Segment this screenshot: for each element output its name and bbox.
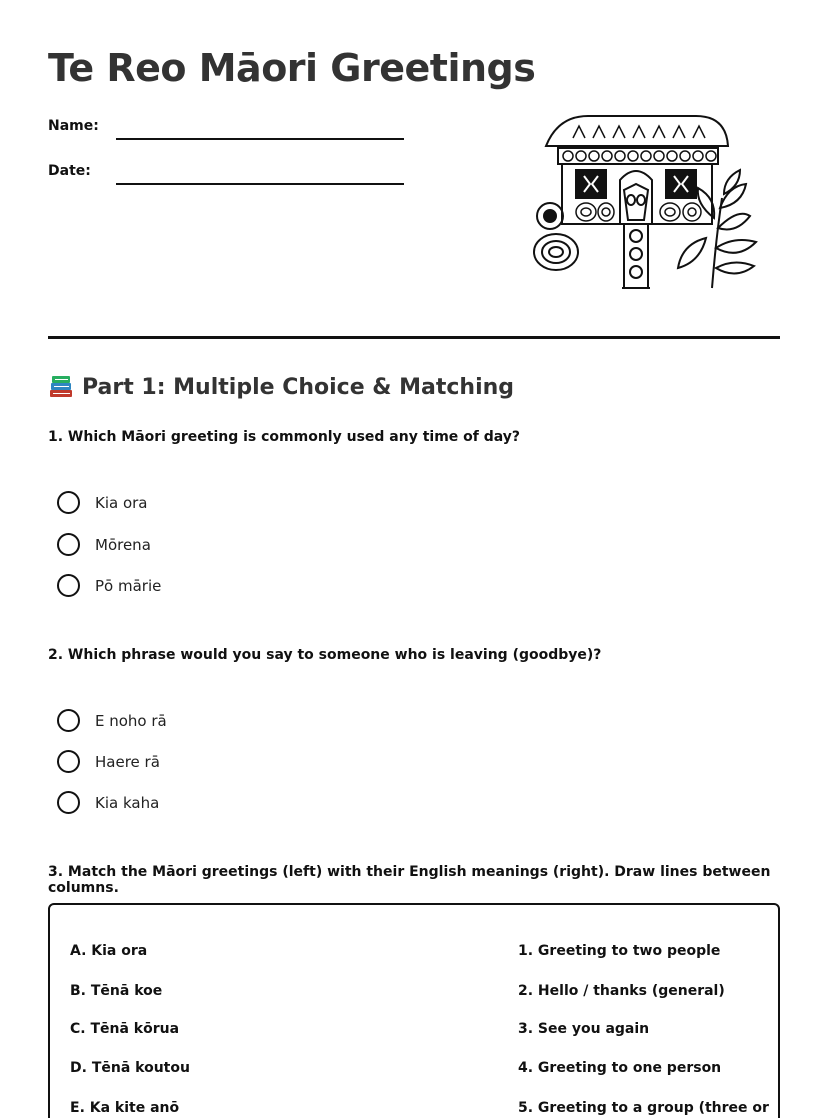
option-label: Pō mārie <box>95 576 162 595</box>
match-right-5[interactable]: 5. Greeting to a group (three or <box>518 1100 769 1116</box>
radio-button[interactable] <box>57 791 80 814</box>
page-title: Te Reo Māori Greetings <box>48 46 536 90</box>
match-right-1[interactable]: 1. Greeting to two people <box>518 943 721 959</box>
date-field[interactable] <box>116 183 404 185</box>
option-label: Kia kaha <box>95 793 160 812</box>
q1-option-2[interactable] <box>57 533 151 556</box>
question-1: 1. Which Māori greeting is commonly used any time of day? <box>48 429 521 445</box>
date-label: Date: <box>48 163 91 179</box>
name-label: Name: <box>48 118 99 134</box>
q2-option-1[interactable] <box>57 709 167 732</box>
books-icon <box>48 374 74 400</box>
match-left-c[interactable]: C. Tēnā kōrua <box>70 1021 180 1037</box>
section-title: Part 1: Multiple Choice & Matching <box>82 374 515 400</box>
radio-button[interactable] <box>57 533 80 556</box>
radio-button[interactable] <box>57 750 80 773</box>
radio-button[interactable] <box>57 709 80 732</box>
match-right-4[interactable]: 4. Greeting to one person <box>518 1060 722 1076</box>
section-divider <box>48 336 780 339</box>
q2-option-2[interactable] <box>57 750 160 773</box>
name-field[interactable] <box>116 138 404 140</box>
match-left-d[interactable]: D. Tēnā koutou <box>70 1060 190 1076</box>
question-2: 2. Which phrase would you say to someone who is leaving (goodbye)? <box>48 647 602 663</box>
option-label: Haere rā <box>95 752 160 771</box>
match-right-3[interactable]: 3. See you again <box>518 1021 650 1037</box>
radio-button[interactable] <box>57 491 80 514</box>
option-label: Mōrena <box>95 535 151 554</box>
match-right-2[interactable]: 2. Hello / thanks (general) <box>518 983 725 999</box>
section-heading <box>48 374 514 400</box>
q2-option-3[interactable] <box>57 791 159 814</box>
matching-box <box>48 903 780 1118</box>
match-left-b[interactable]: B. Tēnā koe <box>70 983 163 999</box>
option-label: E noho rā <box>95 711 167 730</box>
match-left-e[interactable]: E. Ka kite anō <box>70 1100 180 1116</box>
q1-option-3[interactable] <box>57 574 161 597</box>
question-3: 3. Match the Māori greetings (left) with their English meanings (right). Draw lines between columns. <box>48 864 771 896</box>
match-left-a[interactable]: A. Kia ora <box>70 943 148 959</box>
option-label: Kia ora <box>95 493 148 512</box>
q1-option-1[interactable] <box>57 491 148 514</box>
radio-button[interactable] <box>57 574 80 597</box>
wharenui-illustration <box>528 108 764 294</box>
